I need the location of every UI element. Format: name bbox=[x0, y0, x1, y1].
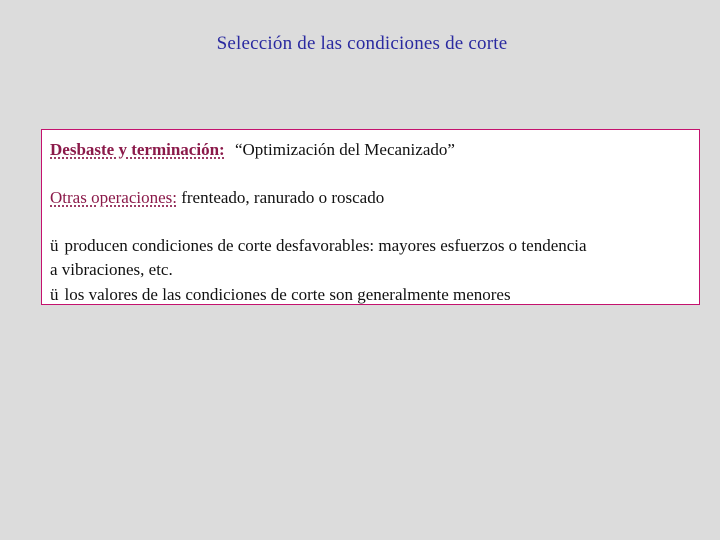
line-desbaste bbox=[50, 140, 455, 160]
bullet-continuation bbox=[50, 260, 173, 280]
bullet-item bbox=[50, 285, 511, 305]
bullet-continuation-text: a vibraciones, etc. bbox=[50, 260, 173, 279]
content-box bbox=[41, 129, 700, 305]
desbaste-label: Desbaste y terminación: bbox=[50, 140, 225, 159]
otras-operaciones-text: frenteado, ranurado o roscado bbox=[181, 188, 385, 207]
bullet-item bbox=[50, 236, 587, 256]
desbaste-text: “Optimización del Mecanizado” bbox=[234, 140, 455, 159]
otras-operaciones-label: Otras operaciones: bbox=[50, 188, 177, 207]
slide-title: Selección de las condiciones de corte bbox=[216, 33, 508, 54]
bullet-text: producen condiciones de corte desfavorables: mayores esfuerzos o tendencia bbox=[64, 236, 587, 255]
check-icon: ü bbox=[50, 236, 59, 255]
check-icon: ü bbox=[50, 285, 59, 304]
bullet-text: los valores de las condiciones de corte son generalmente menores bbox=[64, 285, 511, 304]
line-otras-operaciones bbox=[50, 188, 384, 208]
